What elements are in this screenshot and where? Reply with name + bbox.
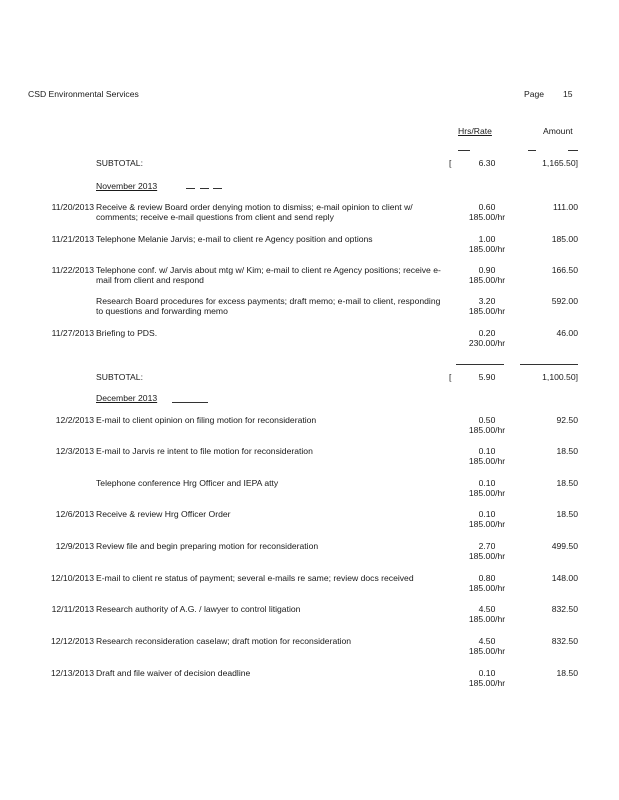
entry-amount: 592.00 [551,296,578,306]
entry-hours: 1.00 [478,234,496,244]
entry-rate: 185.00/hr [468,212,506,222]
entry-amount: 832.50 [551,636,578,646]
entry-amount: 18.50 [556,446,578,456]
entry-date: 12/12/2013 [50,636,94,646]
rule [213,188,222,189]
entry-rate: 230.00/hr [468,338,506,348]
month-heading-december: December 2013 [96,393,158,403]
entry-description: Telephone conf. w/ Jarvis about mtg w/ Kim; e-mail to client re Agency positions; receive e-mail from client and respond [96,265,441,285]
entry-description: Receive & review Hrg Officer Order [96,509,231,519]
entry-description: Briefing to PDS. [96,328,158,338]
entry-amount: 832.50 [551,604,578,614]
entry-amount: 111.00 [552,202,578,212]
entry-date: 12/6/2013 [55,509,94,519]
entry-rate: 185.00/hr [468,244,506,254]
entry-hours: 0.50 [478,415,496,425]
entry-hours: 0.10 [478,509,496,519]
entry-date: 11/20/2013 [51,202,94,212]
rule [186,188,195,189]
entry-description: Research reconsideration caselaw; draft motion for reconsideration [96,636,352,646]
entry-description: Telephone conference Hrg Officer and IEPA atty [96,478,279,488]
rule [520,364,578,365]
column-hrs-rate: Hrs/Rate [458,126,492,136]
rule [200,188,209,189]
entry-rate: 185.00/hr [468,551,506,561]
page-label: Page [524,89,545,99]
entry-hours: 0.60 [478,202,496,212]
subtotal-label: SUBTOTAL: [96,158,143,168]
entry-rate: 185.00/hr [468,456,506,466]
entry-rate: 185.00/hr [468,519,506,529]
entry-rate: 185.00/hr [468,646,506,656]
subtotal-amount: 1,165.50] [542,158,578,168]
entry-rate: 185.00/hr [468,614,506,624]
rule [528,150,536,151]
entry-amount: 46.00 [556,328,578,338]
entry-description: Telephone Melanie Jarvis; e-mail to client re Agency position and options [96,234,373,244]
subtotal-hours: 6.30 [478,158,496,168]
entry-hours: 0.10 [478,668,496,678]
entry-rate: 185.00/hr [468,488,506,498]
entry-date: 12/9/2013 [55,541,94,551]
entry-hours: 4.50 [478,604,496,614]
entry-date: 12/2/2013 [55,415,94,425]
entry-hours: 3.20 [478,296,496,306]
entry-rate: 185.00/hr [468,306,506,316]
entry-amount: 166.50 [551,265,578,275]
subtotal-bracket: [ [449,372,452,382]
entry-date: 12/3/2013 [55,446,94,456]
subtotal-hours: 5.90 [478,372,496,382]
column-amount: Amount [543,126,573,136]
entry-hours: 4.50 [478,636,496,646]
entry-hours: 0.80 [478,573,496,583]
entry-amount: 92.50 [556,415,578,425]
page-number: 15 [563,89,573,99]
entry-rate: 185.00/hr [468,583,506,593]
entry-rate: 185.00/hr [468,678,506,688]
entry-amount: 185.00 [551,234,578,244]
rule [458,150,470,151]
entry-description: Research Board procedures for excess payments; draft memo; e-mail to client, responding to questions and forwarding memo [96,296,441,316]
entry-hours: 0.20 [478,328,496,338]
company-name: CSD Environmental Services [28,89,139,99]
entry-date: 11/22/2013 [51,265,94,275]
rule [172,402,208,403]
rule [568,150,578,151]
entry-rate: 185.00/hr [468,425,506,435]
entry-amount: 499.50 [551,541,578,551]
entry-hours: 2.70 [478,541,496,551]
entry-description: E-mail to client re status of payment; several e-mails re same; review docs received [96,573,414,583]
entry-date: 11/27/2013 [51,328,94,338]
subtotal-label: SUBTOTAL: [96,372,143,382]
entry-description: Receive & review Board order denying motion to dismiss; e-mail opinion to client w/ comments; receive e-mail questions from client and send reply [96,202,413,222]
entry-description: Draft and file waiver of decision deadline [96,668,251,678]
entry-date: 12/11/2013 [51,604,94,614]
entry-hours: 0.90 [478,265,496,275]
entry-amount: 148.00 [551,573,578,583]
entry-description: Review file and begin preparing motion for reconsideration [96,541,319,551]
entry-date: 12/10/2013 [50,573,94,583]
entry-amount: 18.50 [556,509,578,519]
entry-description: Research authority of A.G. / lawyer to control litigation [96,604,301,614]
subtotal-bracket: [ [449,158,452,168]
month-heading-november: November 2013 [96,181,158,191]
entry-hours: 0.10 [478,478,496,488]
entry-description: E-mail to Jarvis re intent to file motion for reconsideration [96,446,313,456]
rule [456,364,504,365]
entry-date: 12/13/2013 [50,668,94,678]
entry-hours: 0.10 [478,446,496,456]
entry-date: 11/21/2013 [51,234,94,244]
subtotal-amount: 1,100.50] [542,372,578,382]
entry-amount: 18.50 [556,668,578,678]
entry-amount: 18.50 [556,478,578,488]
entry-description: E-mail to client opinion on filing motion for reconsideration [96,415,317,425]
entry-rate: 185.00/hr [468,275,506,285]
